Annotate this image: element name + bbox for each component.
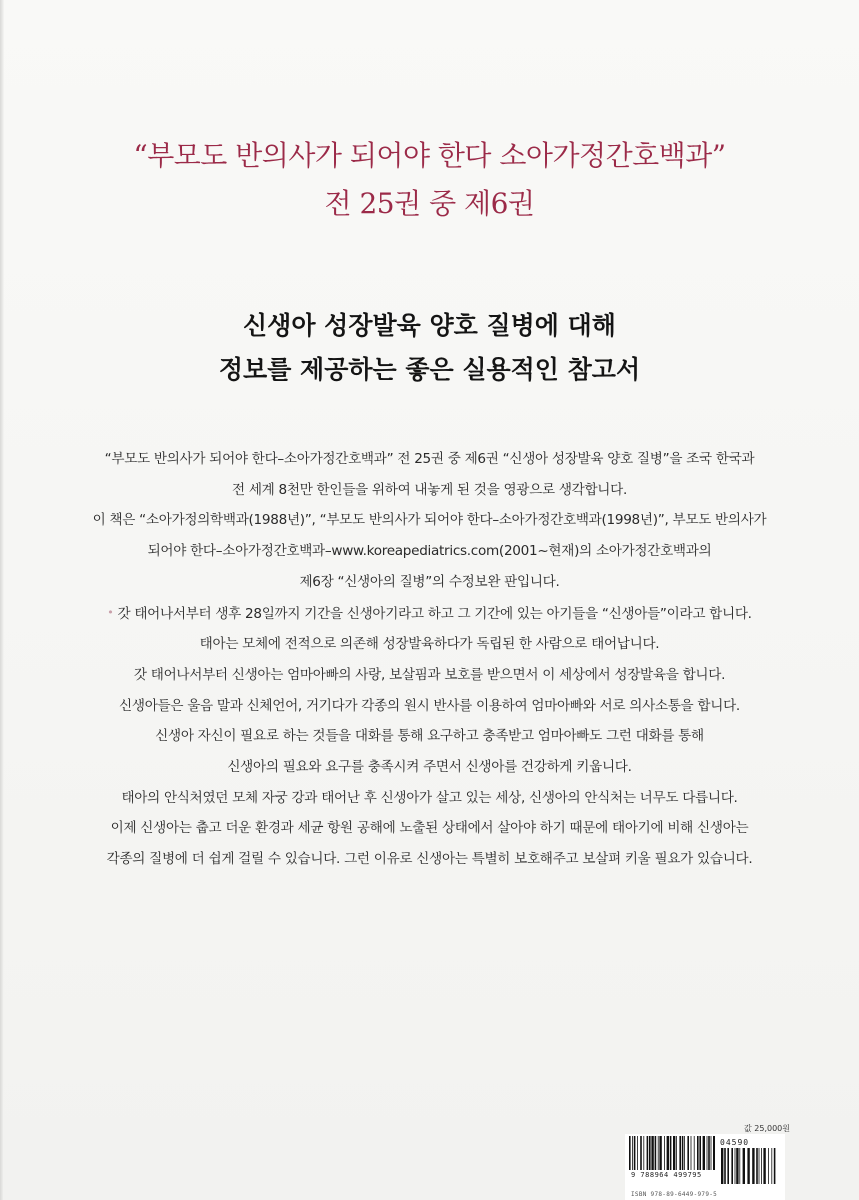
body-line: 이제 신생아는 춥고 더운 환경과 세균 항원 공해에 노출된 상태에서 살아야 하기 때문에 태아기에 비해 신생아는 — [110, 820, 749, 837]
barcode-bar — [759, 1148, 760, 1184]
body-line: 이 책은 “소아가정의학백과(1988년)”, “부모도 반의사가 되어야 한다–소아가정간호백과(1998년)”, 부모도 반의사가 — [92, 512, 767, 529]
body-line: 태아의 안식처였던 모체 자궁 강과 태어난 후 신생아가 살고 있는 세상, 신생아의 안식처는 너무도 다릅니다. — [121, 789, 738, 806]
barcode-bar — [664, 1136, 665, 1170]
body-line: 되어야 한다–소아가정간호백과–www.koreapediatrics.com(2001~현재)의 소아가정간호백과의 — [147, 543, 712, 560]
barcode-bar — [756, 1148, 758, 1184]
headline — [20, 304, 839, 392]
barcode-bar — [727, 1148, 729, 1184]
barcode-addon-number: 04590 — [720, 1138, 750, 1147]
body-line: 신생아 자신이 필요로 하는 것들을 대화를 통해 요구하고 충족받고 엄마아빠도 그런 대화를 통해 — [155, 728, 704, 745]
barcode-bar — [655, 1136, 657, 1170]
body-line: 태아는 모체에 전적으로 의존해 성장발육하다가 독립된 한 사람으로 태어납니다. — [199, 636, 660, 653]
barcode-bar — [637, 1136, 638, 1170]
barcode-bar — [713, 1136, 715, 1170]
body-line: 신생아의 필요와 요구를 충족시켜 주면서 신생아를 건강하게 키웁니다. — [227, 759, 632, 776]
barcode-bar — [649, 1136, 651, 1170]
barcode-bar — [752, 1148, 754, 1184]
body-line: 제6장 “신생아의 질병”의 수정보완 판입니다. — [299, 573, 560, 590]
barcode-bar — [670, 1136, 672, 1170]
barcode-isbn-digits: 9 788964 499795 — [631, 1171, 702, 1179]
barcode-bar — [691, 1136, 692, 1170]
barcode-bar — [694, 1136, 695, 1170]
series-title-line-2: 전 25권 중 제6권 — [324, 187, 535, 220]
barcode-bar — [667, 1136, 669, 1170]
barcode-bar — [699, 1136, 701, 1170]
headline-line-2: 정보를 제공하는 좋은 실용적인 참고서 — [218, 355, 641, 384]
bullet-icon: • — [107, 605, 114, 619]
barcode-bar — [647, 1136, 649, 1170]
body-line: 신생아들은 울음 말과 신체언어, 거기다가 각종의 원시 반사를 이용하여 엄마아빠와 서로 의사소통을 합니다. — [119, 697, 740, 714]
barcode-bar — [763, 1148, 765, 1184]
barcode-bar — [673, 1136, 675, 1170]
spine-edge — [0, 0, 4, 1200]
barcode-bar — [731, 1148, 733, 1184]
barcode-bar — [771, 1148, 772, 1184]
barcode-bar — [736, 1148, 738, 1184]
body-line: 전 세계 8천만 한인들을 위하여 내놓게 된 것을 영광으로 생각합니다. — [231, 481, 627, 498]
barcode-bar — [739, 1148, 740, 1184]
headline-line-1: 신생아 성장발육 양호 질병에 대해 — [243, 311, 616, 340]
barcode-bar — [679, 1136, 681, 1170]
barcode-bar — [658, 1136, 659, 1170]
barcode-bar — [721, 1148, 723, 1184]
barcode-bar — [676, 1136, 677, 1170]
barcode-bar — [687, 1136, 689, 1170]
body-line: 각종의 질병에 더 쉽게 걸릴 수 있습니다. 그런 이유로 신생아는 특별히 보호해주고 보살펴 키울 필요가 있습니다. — [106, 851, 753, 868]
barcode-bar — [703, 1136, 705, 1170]
barcode-bar — [697, 1136, 699, 1170]
body-line-text: 갓 태어나서부터 생후 28일까지 기간을 신생아기라고 하고 그 기간에 있는 아기들을 “신생아들”이라고 합니다. — [117, 605, 752, 622]
barcode-bar — [768, 1148, 769, 1184]
barcode-bar — [735, 1148, 736, 1184]
body-line: “부모도 반의사가 되어야 한다–소아가정간호백과” 전 25권 중 제6권 “신생아 성장발육 양호 질병”을 조국 한국과 — [104, 451, 755, 467]
barcode-bar — [743, 1148, 745, 1184]
barcode-bar — [643, 1136, 644, 1170]
barcode-bar — [629, 1136, 631, 1170]
barcode-bar — [708, 1136, 710, 1170]
barcode-bar — [711, 1136, 712, 1170]
body-line: 갓 태어나서부터 신생아는 엄마아빠의 사랑, 보살핌과 보호를 받으면서 이 세상에서 성장발육을 합니다. — [133, 666, 726, 683]
barcode-bar — [632, 1136, 633, 1170]
barcode-bar — [747, 1148, 749, 1184]
isbn-barcode — [625, 1134, 785, 1200]
barcode-bar — [761, 1148, 762, 1184]
barcode-bar — [634, 1136, 636, 1170]
barcode-bar — [640, 1136, 642, 1170]
barcode-bar — [774, 1148, 776, 1184]
barcode-bar — [707, 1136, 708, 1170]
price-label: 값 25,000원 — [744, 1124, 790, 1133]
series-title — [20, 132, 839, 228]
series-title-line-1: “부모도 반의사가 되어야 한다 소아가정간호백과” — [133, 139, 726, 172]
barcode-bar — [684, 1136, 685, 1170]
barcode-bar — [659, 1136, 661, 1170]
barcode-bar — [724, 1148, 726, 1184]
barcode-bar — [651, 1136, 653, 1170]
barcode-isbn-label: ISBN 978-89-6449-979-5 — [631, 1191, 718, 1198]
body-line-bulleted — [40, 598, 819, 630]
barcode-bar — [682, 1136, 684, 1170]
body-text — [40, 444, 819, 875]
